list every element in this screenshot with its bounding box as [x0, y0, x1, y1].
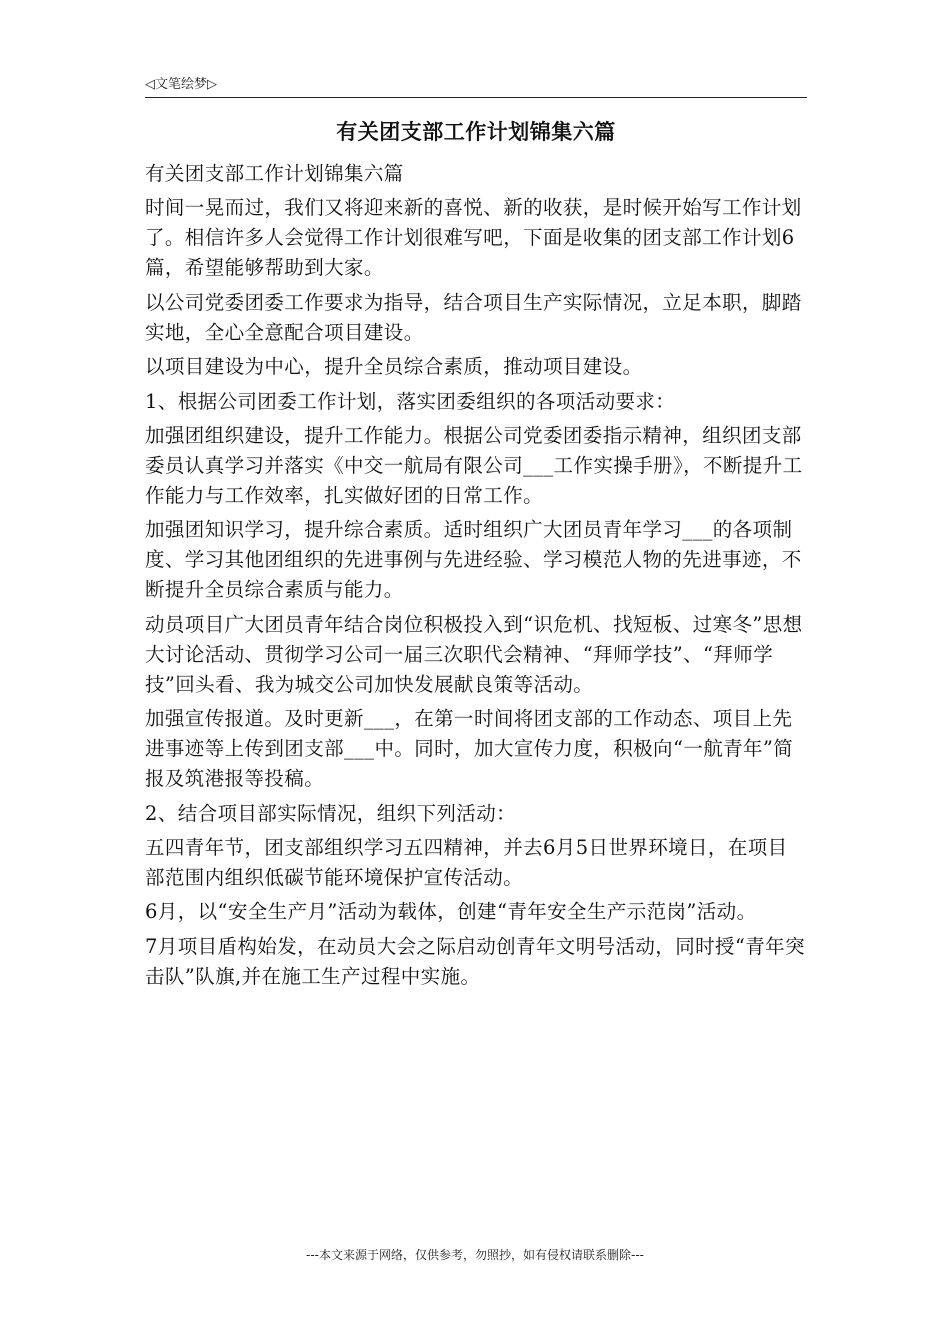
paragraph: 有关团支部工作计划锦集六篇 — [145, 162, 404, 185]
paragraph: 7月项目盾构始发，在动员大会之际启动创青年文明号活动，同时授“青年突击队”队旗,并在施工生产过程中实施。 — [145, 934, 805, 988]
page-footer — [0, 1247, 950, 1263]
page-header — [145, 76, 807, 96]
paragraph: 加强团知识学习，提升综合素质。适时组织广大团员青年学习___的各项制度、学习其他团组织的先进事例与先进经验、学习模范人物的先进事迹，不断提升全员综合素质与能力。 — [145, 518, 802, 602]
paragraph: 五四青年节，团支部组织学习五四精神，并去6月5日世界环境日，在项目部范围内组织低碳节能环境保护宣传活动。 — [145, 835, 788, 889]
paragraph: 1、根据公司团委工作计划，落实团委组织的各项活动要求： — [145, 389, 676, 413]
paragraph: 动员项目广大团员青年结合岗位积极投入到“识危机、找短板、过寒冬”思想大讨论活动、贯彻学习公司一届三次职代会精神、“拜师学技”、“拜师学技”回头看、我为城交公司加快发展献良策等活动。 — [145, 612, 803, 696]
header-divider — [145, 97, 807, 98]
document-body — [145, 159, 807, 996]
header-label: ◁文笔绘梦▷ — [145, 77, 217, 92]
paragraph: 6月，以“安全生产月”活动为载体，创建“青年安全生产示范岗”活动。 — [145, 900, 757, 924]
footer-notice: ---本文来源于网络，仅供参考，勿照抄，如有侵权请联系删除--- — [306, 1248, 644, 1262]
document-title: 有关团支部工作计划锦集六篇 — [336, 119, 616, 144]
paragraph: 2、结合项目部实际情况，组织下列活动： — [145, 801, 517, 825]
paragraph: 以项目建设为中心，提升全员综合素质，推动项目建设。 — [145, 355, 643, 379]
paragraph: 加强团组织建设，提升工作能力。根据公司党委团委指示精神，组织团支部委员认真学习并落实《中交一航局有限公司___工作实操手册》，不断提升工作能力与工作效率，扎实做好团的日常工作。 — [145, 423, 803, 507]
paragraph: 时间一晃而过，我们又将迎来新的喜悦、新的收获，是时候开始写工作计划了。相信许多人会觉得工作计划很难写吧，下面是收集的团支部工作计划6篇，希望能够帮助到大家。 — [145, 196, 802, 280]
paragraph: 加强宣传报道。及时更新___，在第一时间将团支部的工作动态、项目上先进事迹等上传到团支部___中。同时，加大宣传力度，积极向“一航青年”简报及筑港报等投稿。 — [145, 707, 794, 791]
paragraph: 以公司党委团委工作要求为指导，结合项目生产实际情况，立足本职，脚踏实地，全心全意配合项目建设。 — [145, 290, 802, 344]
